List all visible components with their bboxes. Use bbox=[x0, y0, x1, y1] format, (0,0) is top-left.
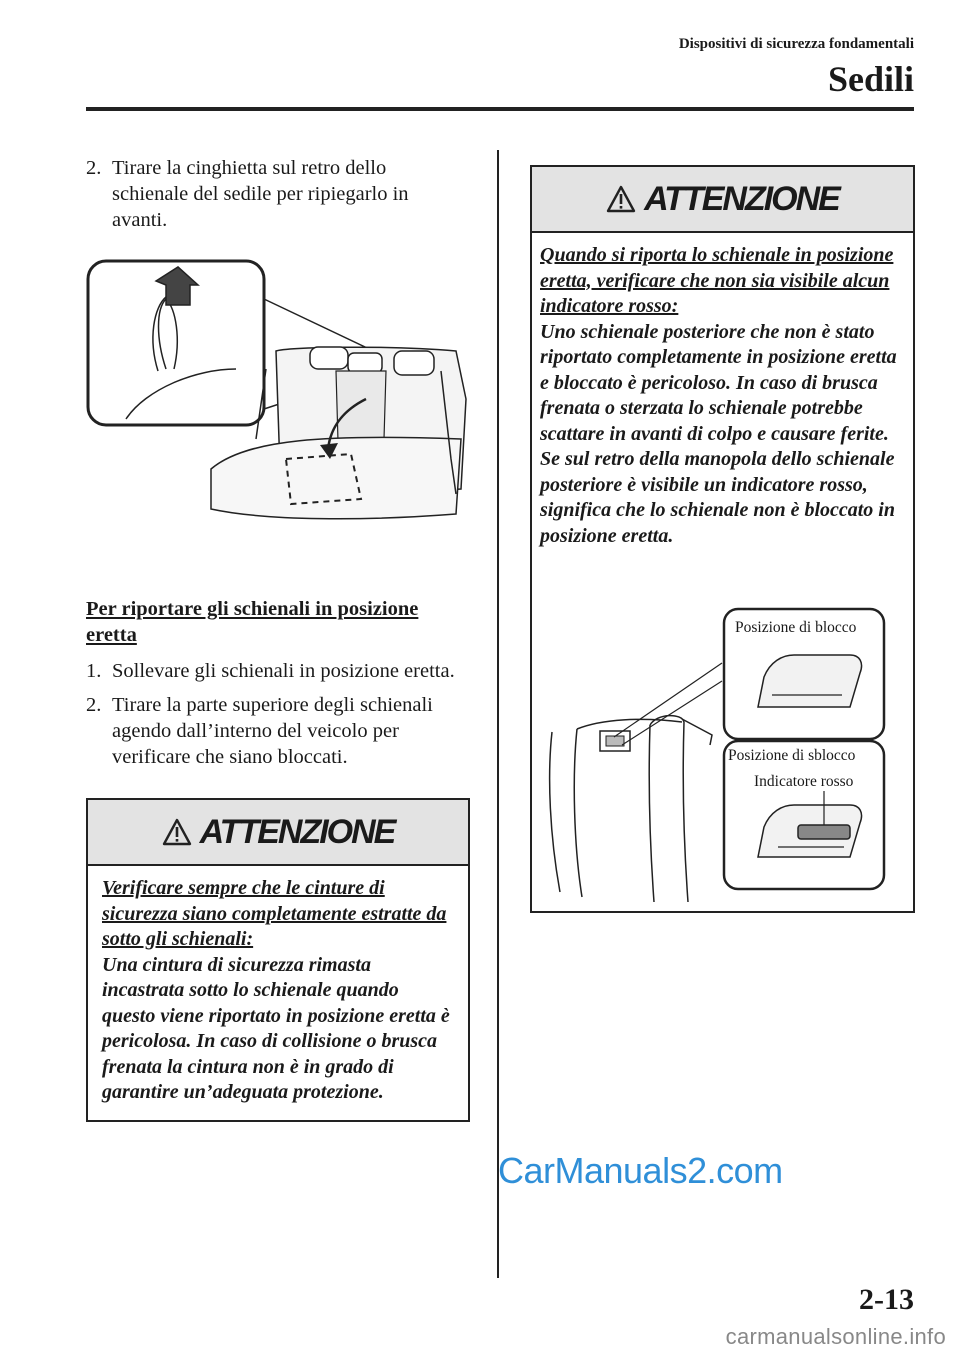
page-number: 2-13 bbox=[859, 1283, 914, 1316]
warning-body bbox=[532, 233, 913, 563]
step-2-fold bbox=[86, 155, 442, 233]
left-column bbox=[86, 155, 476, 1122]
warning-box-seatbelt bbox=[86, 798, 470, 1122]
seat-lock-illustration bbox=[532, 607, 915, 907]
figure-label-unlocked: Posizione di sblocco bbox=[728, 747, 856, 764]
figure-label-indicator: Indicatore rosso bbox=[754, 773, 854, 790]
watermark-logo: CarManuals2.com bbox=[498, 1150, 783, 1191]
rear-seat-fold-illustration bbox=[86, 259, 476, 574]
warning-lead: Quando si riporta lo schienale in posizione eretta, verificare che non sia visibile alcun indicatore rosso: bbox=[540, 244, 894, 317]
warning-lead: Verificare sempre che le cinture di sicurezza siano completamente estratte da sotto gli schienali: bbox=[102, 877, 447, 950]
warning-text: Una cintura di sicurezza rimasta incastrata sotto lo schienale quando questo viene riportato in posizione eretta è pericolosa. In caso di collisione o brusca frenata la cintura non è in grado di garantire un’adeguata protezione. bbox=[102, 953, 450, 1103]
header-rule bbox=[86, 107, 914, 111]
step-text: Sollevare gli schienali in posizione eretta. bbox=[112, 660, 455, 682]
warning-text: Uno schienale posteriore che non è stato riportato completamente in posizione eretta e bloccato è pericoloso. In caso di brusca frenata o sterzata lo schienale potrebbe scattare in avanti di colpo e causare ferite. Se sul retro della manopola dello schienale posteriore è visibile un indicatore rosso, significa che lo schienale non è bloccato in posizione eretta. bbox=[540, 320, 897, 547]
step-text: Tirare la cinghietta sul retro dello schienale del sedile per ripiegarlo in avanti. bbox=[112, 157, 409, 231]
warning-triangle-icon bbox=[606, 185, 636, 213]
section-subheading: Per riportare gli schienali in posizione eretta bbox=[86, 598, 419, 646]
step-number: 2. bbox=[86, 157, 102, 179]
column-divider bbox=[497, 150, 499, 1278]
warning-header bbox=[532, 167, 913, 233]
seat-lock-figure bbox=[532, 607, 915, 907]
warning-body bbox=[88, 866, 468, 1120]
figure-label-locked: Posizione di blocco bbox=[735, 619, 857, 636]
warning-label: ATTENZIONE bbox=[199, 812, 395, 851]
step-number: 2. bbox=[86, 694, 102, 716]
fold-seat-figure bbox=[86, 259, 476, 574]
site-watermark: carmanualsonline.info bbox=[725, 1324, 946, 1349]
right-column bbox=[530, 165, 915, 913]
step-1-raise bbox=[86, 658, 476, 684]
step-text: Tirare la parte superiore degli schienali agendo dall’interno del veicolo per verificare che siano bloccati. bbox=[112, 694, 433, 768]
step-number: 1. bbox=[86, 660, 102, 682]
running-header-section: Dispositivi di sicurezza fondamentali bbox=[678, 36, 914, 52]
page-title: Sedili bbox=[827, 59, 914, 99]
warning-box-indicator bbox=[530, 165, 915, 913]
warning-label: ATTENZIONE bbox=[644, 179, 839, 218]
step-2-pull bbox=[86, 692, 476, 770]
warning-triangle-icon bbox=[162, 818, 192, 846]
warning-header bbox=[88, 800, 468, 866]
